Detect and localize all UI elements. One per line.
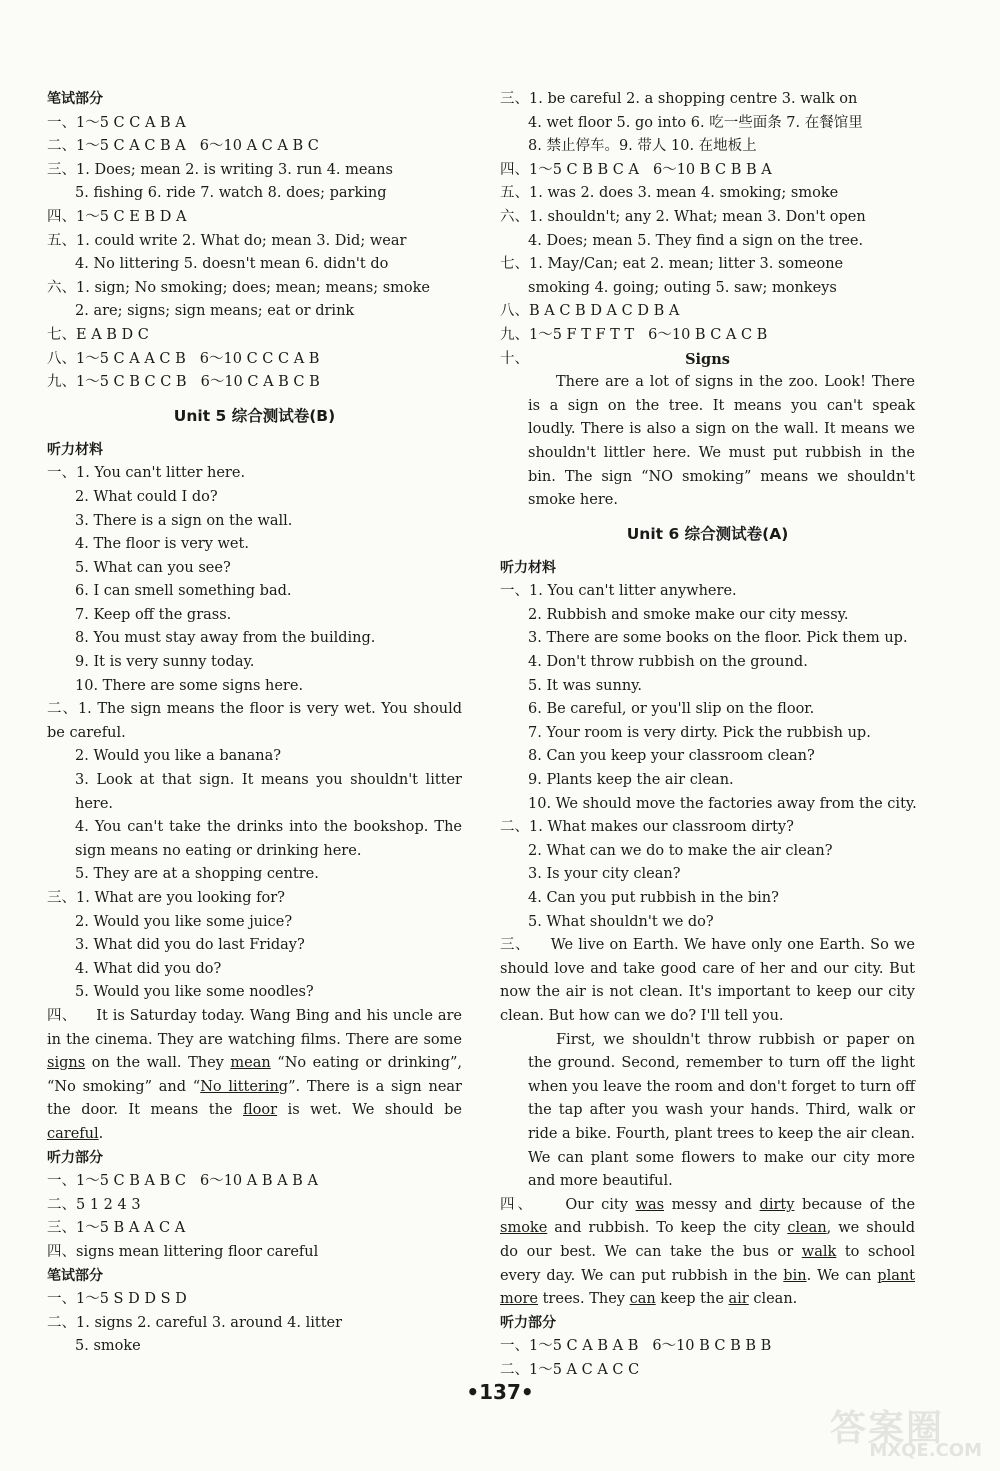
passage: First, we shouldn't throw rubbish or paper on the ground. Second, remember to turn off the light when you leave the room and don't forget to turn off the tap after you wash your hands. Third, walk or ride a bike. Fourth, plant trees to keep the air clean. We can plant some flowers to make our city more and more beautiful.: [528, 1031, 915, 1190]
passage: 四、 Our city was messy and dirty because of the smoke and rubbish. To keep the city clean, we should do our best. We can take the bus or walk to school every day. We can put rubbish in the bin. We can plant more trees. They can keep the air clean.: [500, 1196, 916, 1308]
listening-line: 5. What can you see?: [75, 559, 231, 576]
passage: 三、 We live on Earth. We have only one Earth. So we should love and take good care of her and our city. But now the air is not clean. It's important to keep our city clean. But how can we do? I'll tell you.: [500, 937, 916, 1024]
answer-line: 5. fishing 6. ride 7. watch 8. does; parking: [75, 185, 387, 202]
answer-line: 四、1～5 C E B D A: [47, 208, 187, 225]
listening-line: 7. Your room is very dirty. Pick the rubbish up.: [528, 724, 871, 741]
page-number: •137•: [466, 1380, 534, 1404]
section-header: 笔试部分: [47, 1267, 103, 1284]
listening-line: 7. Keep off the grass.: [75, 606, 232, 623]
listening-line: 2. Would you like a banana?: [75, 748, 282, 765]
answer-line: 二、5 1 2 4 3: [47, 1196, 141, 1213]
listening-line: 3. What did you do last Friday?: [75, 937, 305, 954]
answer-line: 九、1～5 C B C C B 6～10 C A B C B: [47, 374, 320, 391]
listening-line: 10. There are some signs here.: [75, 677, 304, 694]
passage: 四、 It is Saturday today. Wang Bing and his uncle are in the cinema. They are watching films. There are some signs on the wall. They mean “No eating or drinking”, “No smoking” and “No littering”. There is a sign near the door. It means the floor is wet. We should be careful.: [47, 1007, 463, 1142]
watermark-logo: 答案圈 MXQE.COM: [830, 1408, 982, 1461]
answer-line: 八、1～5 C A A C B 6～10 C C C A B: [47, 350, 320, 367]
listening-line: 二、1. What makes our classroom dirty?: [500, 819, 794, 836]
listening-line: 3. Is your city clean?: [528, 866, 681, 883]
answer-line: 七、1. May/Can; eat 2. mean; litter 3. someone: [500, 256, 844, 273]
answer-line: 五、1. could write 2. What do; mean 3. Did; wear: [47, 232, 407, 249]
answer-line: 一、1～5 C C A B A: [47, 114, 186, 131]
section-header: 听力材料: [47, 441, 103, 458]
listening-line: 3. There are some books on the floor. Pick them up.: [528, 630, 908, 647]
answer-line: 4. wet floor 5. go into 6. 吃一些面条 7. 在餐馆里: [528, 114, 863, 131]
answer-line: 六、1. sign; No smoking; does; mean; means; smoke: [47, 279, 430, 296]
listening-line: 4. Can you put rubbish in the bin?: [528, 890, 779, 906]
essay-title: Signs: [685, 350, 730, 368]
answer-line: 二、1～5 A C A C C: [500, 1361, 640, 1378]
listening-line: 5. They are at a shopping centre.: [75, 866, 319, 883]
left-column: [47, 88, 462, 1359]
right-column: [500, 88, 915, 1382]
answer-line: 一、1～5 S D D S D: [47, 1291, 187, 1308]
listening-line: 4. What did you do?: [75, 960, 222, 977]
listening-line: 10. We should move the factories away from the city.: [528, 795, 917, 812]
unit-title: Unit 6 综合测试卷(A): [626, 524, 789, 543]
answer-line: 4. No littering 5. doesn't mean 6. didn't do: [75, 256, 389, 273]
listening-line: 9. Plants keep the air clean.: [528, 772, 734, 789]
answer-line: 二、1～5 C A C B A 6～10 A C A B C: [47, 138, 319, 155]
listening-line: 一、1. You can't litter here.: [47, 465, 246, 482]
essay: There are a lot of signs in the zoo. Look! There is a sign on the tree. It means you can't speak loudly. There is also a sign on the wall. It means we shouldn't littler here. We must put rubbish in the bin. The sign “NO smoking” means we shouldn't smoke here.: [528, 374, 915, 509]
listening-line: 二、1. The sign means the floor is very wet. You should be careful.: [47, 701, 462, 741]
answer-line: 2. are; signs; sign means; eat or drink: [75, 303, 355, 320]
listening-line: 8. You must stay away from the building.: [75, 630, 376, 647]
answer-line: 一、1～5 C B A B C 6～10 A B A B A: [47, 1173, 318, 1190]
answer-line: 二、1. signs 2. careful 3. around 4. litter: [47, 1314, 343, 1331]
listening-line: 2. Rubbish and smoke make our city messy.: [528, 606, 849, 623]
listening-line: 5. Would you like some noodles?: [75, 984, 314, 1001]
unit-title: Unit 5 综合测试卷(B): [173, 406, 336, 425]
listening-line: 三、1. What are you looking for?: [47, 890, 285, 906]
section-header: 听力材料: [500, 559, 556, 576]
answer-line: 六、1. shouldn't; any 2. What; mean 3. Don't open: [500, 208, 866, 225]
answer-line: smoking 4. going; outing 5. saw; monkeys: [528, 279, 837, 296]
answer-line: 5. smoke: [75, 1338, 141, 1355]
answer-line: 四、signs mean littering floor careful: [47, 1243, 319, 1260]
answer-line: 四、1～5 C B B C A 6～10 B C B B A: [500, 161, 772, 178]
answer-line: 五、1. was 2. does 3. mean 4. smoking; smoke: [500, 185, 839, 202]
answer-line: 一、1～5 C A B A B 6～10 B C B B B: [500, 1338, 772, 1355]
answer-line: 三、1. be careful 2. a shopping centre 3. walk on: [500, 91, 858, 107]
listening-line: 4. Don't throw rubbish on the ground.: [528, 654, 808, 671]
answer-line: 三、1. Does; mean 2. is writing 3. run 4. means: [47, 161, 393, 178]
listening-line: 9. It is very sunny today.: [75, 654, 255, 671]
listening-line: 8. Can you keep your classroom clean?: [528, 748, 815, 765]
answer-line: 三、1～5 B A A C A: [47, 1220, 186, 1237]
listening-line: 5. It was sunny.: [528, 677, 643, 694]
answer-line: 八、B A C B D A C D B A: [500, 303, 680, 320]
listening-line: 6. Be careful, or you'll slip on the floor.: [528, 701, 815, 718]
listening-line: 一、1. You can't litter anywhere.: [500, 583, 737, 600]
listening-line: 5. What shouldn't we do?: [528, 913, 714, 930]
listening-line: 4. The floor is very wet.: [75, 536, 249, 553]
answer-line: 4. Does; mean 5. They find a sign on the tree.: [528, 232, 864, 249]
section-header: 笔试部分: [47, 91, 103, 107]
answer-line: 8. 禁止停车。9. 带人 10. 在地板上: [528, 138, 757, 155]
section-header: 听力部分: [500, 1314, 556, 1331]
answer-line: 十、 Signs: [500, 348, 915, 372]
listening-line: 6. I can smell something bad.: [75, 583, 292, 600]
listening-line: 2. What could I do?: [75, 488, 218, 505]
listening-line: 4. You can't take the drinks into the bookshop. The sign means no eating or drinking here.: [75, 819, 462, 859]
listening-line: 2. What can we do to make the air clean?: [528, 842, 833, 859]
listening-line: 3. There is a sign on the wall.: [75, 512, 293, 529]
answer-line: 七、E A B D C: [47, 326, 149, 343]
listening-line: 2. Would you like some juice?: [75, 913, 293, 930]
listening-line: 3. Look at that sign. It means you shouldn't litter here.: [75, 772, 462, 812]
answer-line: 九、1～5 F T F T T 6～10 B C A C B: [500, 326, 768, 343]
section-header: 听力部分: [47, 1149, 103, 1166]
